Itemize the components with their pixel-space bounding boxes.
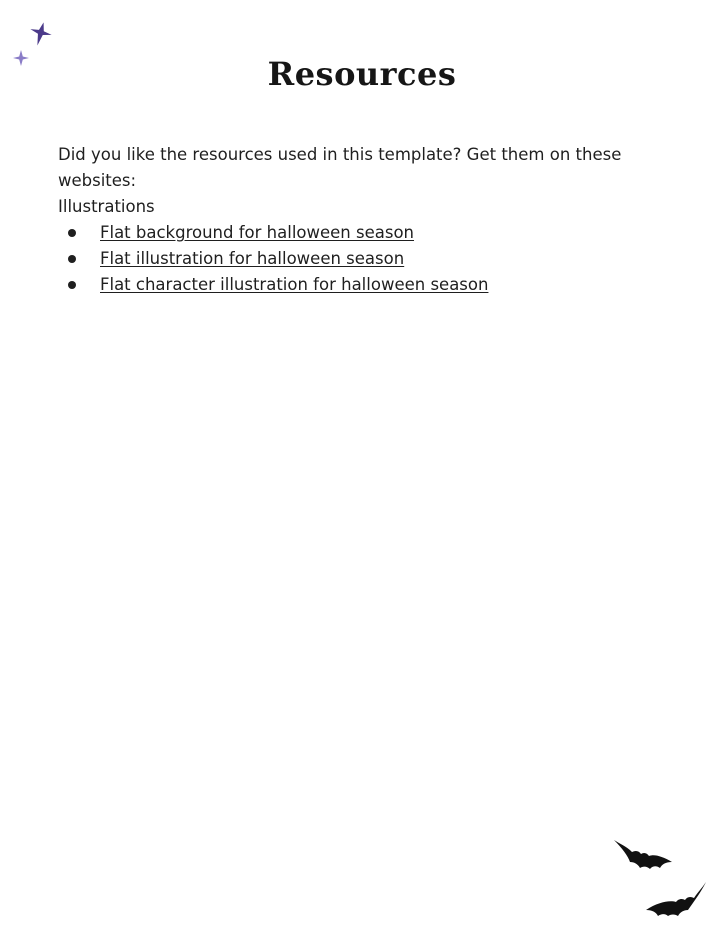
resource-link-flat-character-illustration[interactable]: Flat character illustration for halloween season [100, 275, 489, 294]
star-dark-icon [27, 19, 54, 48]
bats-icon [606, 830, 716, 918]
page-title: Resources [267, 55, 457, 93]
section-label-illustrations: Illustrations [58, 197, 155, 216]
bat-upper-icon [614, 840, 672, 869]
resource-link-flat-background[interactable]: Flat background for halloween season [100, 223, 415, 242]
list-item [58, 220, 698, 246]
resources-content [58, 142, 698, 298]
intro-text: Did you like the resources used in this template? Get them on these websites: [58, 145, 622, 190]
bullet-icon [68, 281, 76, 289]
resource-link-flat-illustration[interactable]: Flat illustration for halloween season [100, 249, 405, 268]
bullet-icon [68, 255, 76, 263]
bullet-icon [68, 229, 76, 237]
list-item [58, 272, 698, 298]
bat-lower-icon [646, 882, 706, 916]
resource-link-list [58, 220, 698, 298]
list-item [58, 246, 698, 272]
